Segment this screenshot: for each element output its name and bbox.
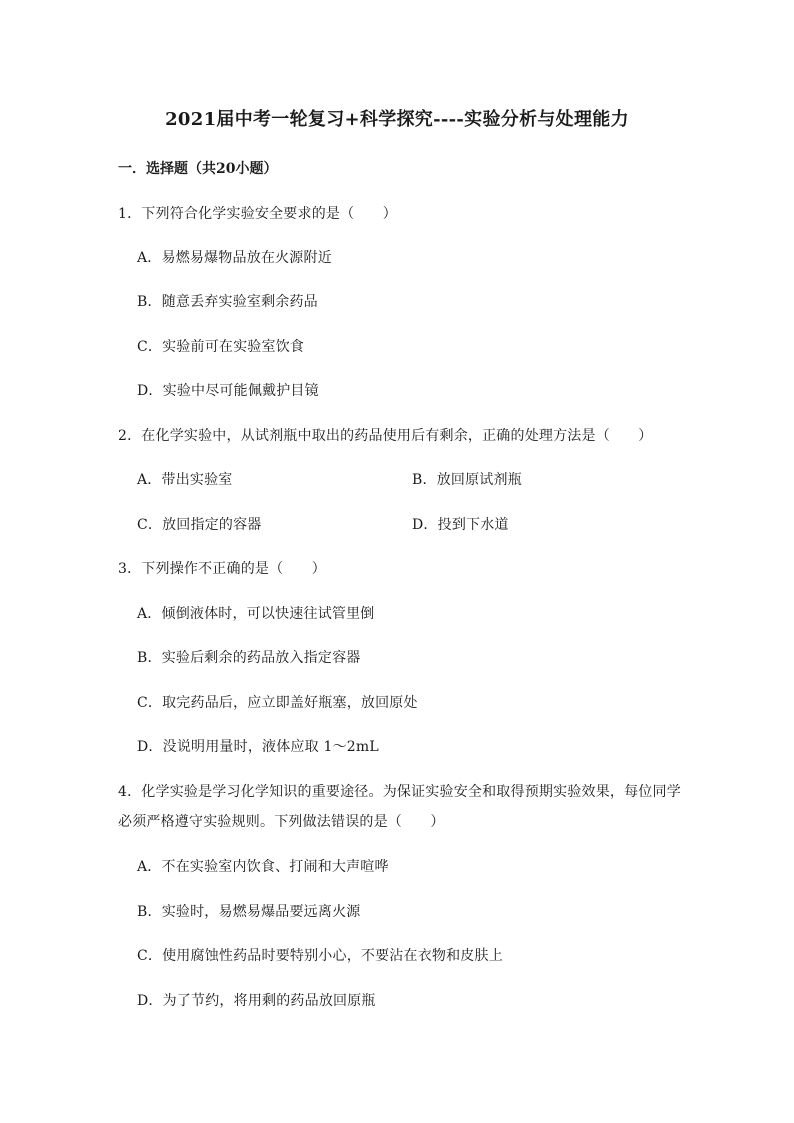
question-3-option-a: A．倾倒液体时，可以快速往试管里倒 [137, 606, 375, 622]
question-1-option-a: A．易燃易爆物品放在火源附近 [137, 250, 332, 266]
question-2-stem: 2．在化学实验中，从试剂瓶中取出的药品使用后有剩余，正确的处理方法是（ ） [118, 428, 653, 444]
question-2-option-b: B．放回原试剂瓶 [412, 472, 522, 488]
question-1-stem: 1．下列符合化学实验安全要求的是（ ） [118, 206, 397, 222]
question-2-option-d: D．投到下水道 [412, 517, 509, 533]
question-3-option-c: C．取完药品后，应立即盖好瓶塞，放回原处 [137, 695, 418, 711]
question-4-stem-line-1: 4．化学实验是学习化学知识的重要途径。为保证实验安全和取得预期实验效果，每位同学 [118, 784, 681, 800]
question-4-option-a: A．不在实验室内饮食、打闹和大声喧哗 [137, 859, 389, 875]
question-3-option-b: B．实验后剩余的药品放入指定容器 [137, 650, 361, 666]
section-heading: 一．选择题（共20小题） [118, 161, 278, 177]
question-3-option-d: D．没说明用量时，液体应取 1～2mL [137, 739, 379, 755]
question-4-option-b: B．实验时，易燃易爆品要远离火源 [137, 904, 361, 920]
question-1-option-b: B．随意丢弃实验室剩余药品 [137, 294, 318, 310]
question-4-option-d: D．为了节约，将用剩的药品放回原瓶 [137, 993, 376, 1009]
question-2-option-a: A．带出实验室 [137, 472, 233, 488]
question-1-option-d: D．实验中尽可能佩戴护目镜 [137, 383, 319, 399]
question-1-option-c: C．实验前可在实验室饮食 [137, 339, 305, 355]
question-4-option-c: C．使用腐蚀性药品时要特别小心，不要沾在衣物和皮肤上 [137, 948, 503, 964]
page-title: 2021届中考一轮复习+科学探究----实验分析与处理能力 [165, 109, 629, 130]
question-2-option-c: C．放回指定的容器 [137, 517, 262, 533]
question-3-stem: 3．下列操作不正确的是（ ） [118, 561, 326, 577]
question-4-stem-line-2: 必须严格遵守实验规则。下列做法错误的是（ ） [118, 814, 445, 830]
